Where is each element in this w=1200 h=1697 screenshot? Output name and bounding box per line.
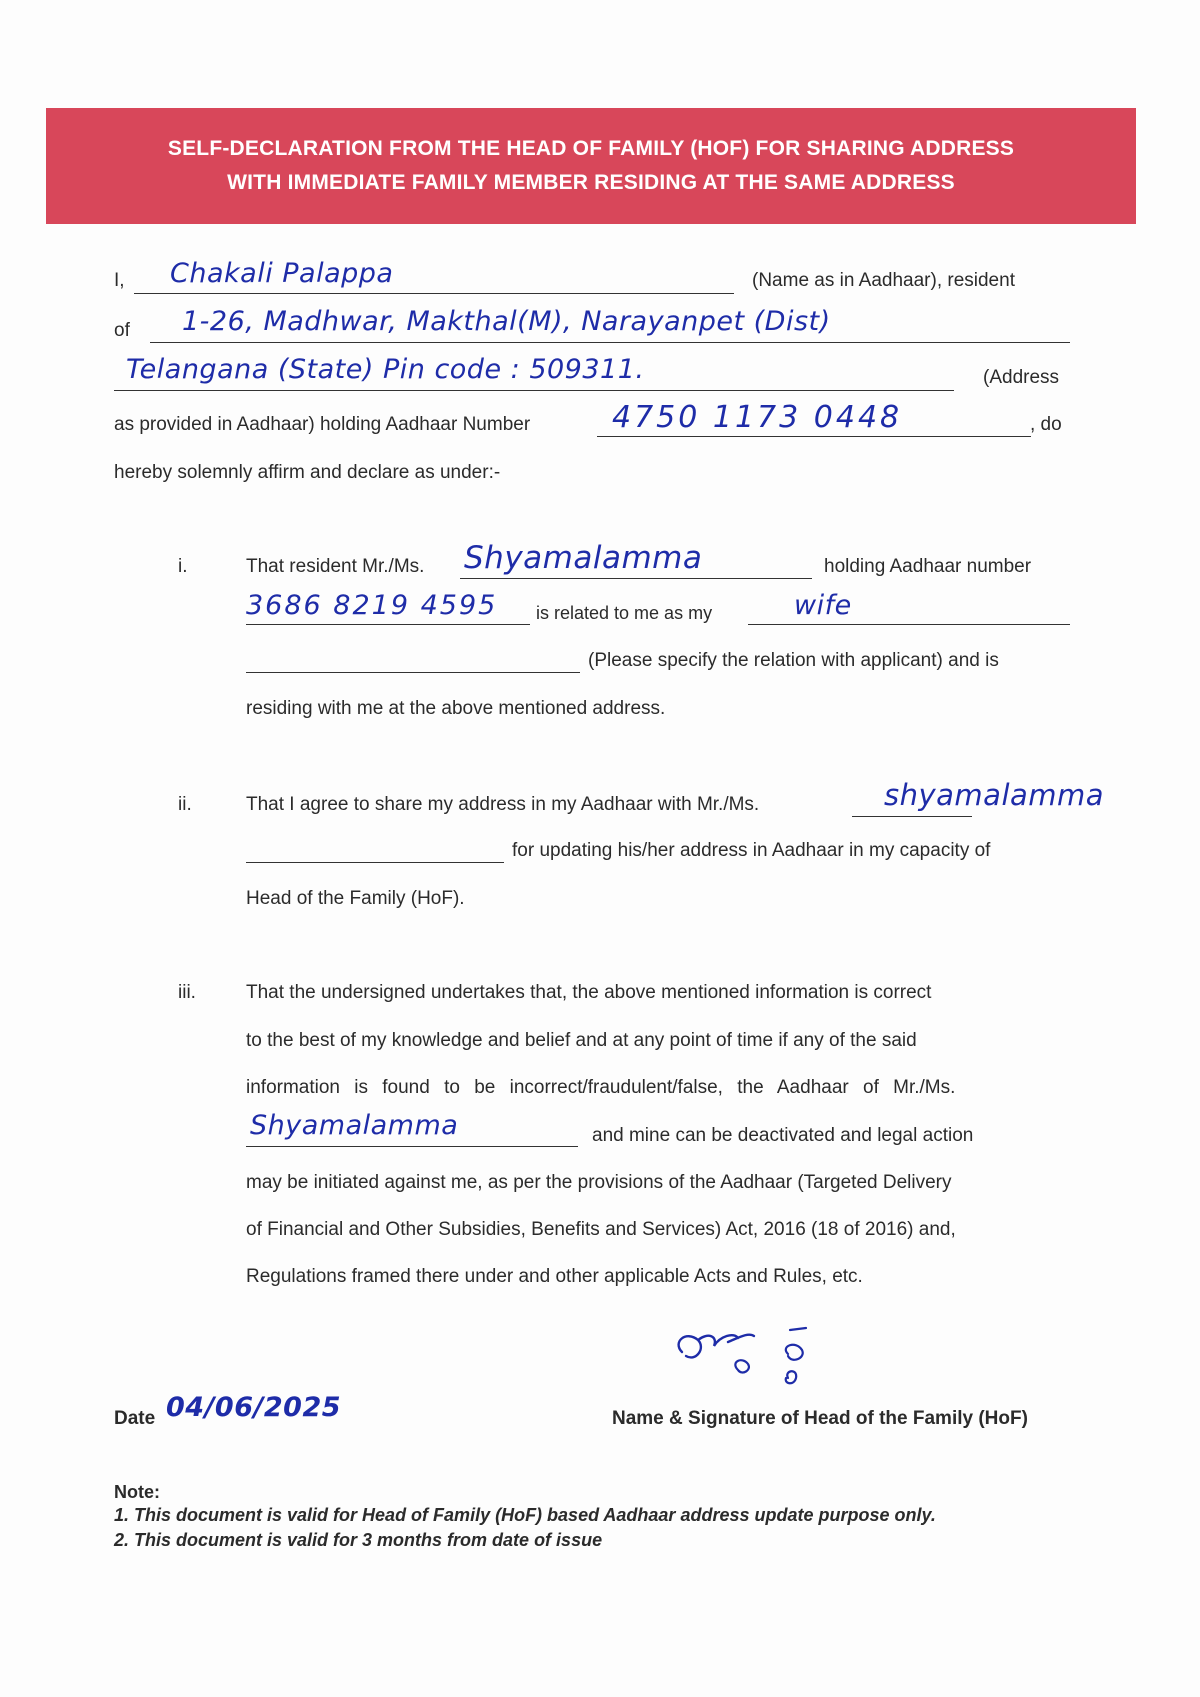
header-line-2: WITH IMMEDIATE FAMILY MEMBER RESIDING AT THE SAME ADDRESS — [227, 171, 955, 194]
address-underline-1 — [150, 342, 1070, 343]
date-handwritten: 04/06/2025 — [166, 1392, 342, 1423]
clause-1-member-aadhaar-handwritten: 3686 8219 4595 — [246, 590, 498, 621]
clause-2-numeral: ii. — [178, 794, 192, 815]
note-item-1: 1. This document is valid for Head of Family (HoF) based Aadhaar address update purpose only. — [114, 1505, 936, 1525]
clause-3-line-5: may be initiated against me, as per the provisions of the Aadhaar (Targeted Delivery — [246, 1172, 952, 1193]
address-underline-2 — [114, 390, 954, 391]
clause-1-relation-handwritten: wife — [794, 590, 852, 621]
clause-1-member-name-handwritten: Shyamalamma — [464, 540, 703, 576]
clause-1-text-d: (Please specify the relation with applicant) and is — [588, 650, 999, 671]
clause-2-text-c: Head of the Family (HoF). — [246, 888, 465, 909]
clause-2-text-a: That I agree to share my address in my Aadhaar with Mr./Ms. — [246, 794, 760, 815]
aadhaar-prefix: as provided in Aadhaar) holding Aadhaar Number — [114, 414, 531, 435]
clause-1-relation-underline — [748, 624, 1070, 625]
clause-3-line-4-rest: and mine can be deactivated and legal action — [592, 1125, 974, 1146]
intro-prefix-i: I, — [114, 270, 125, 291]
clause-2-name-underline — [852, 816, 972, 817]
name-underline — [134, 293, 734, 294]
hof-name-handwritten: Chakali Palappa — [170, 258, 394, 289]
hof-aadhaar-handwritten: 4750 1173 0448 — [612, 400, 903, 435]
declaration-header — [46, 108, 1136, 224]
clause-1-name-underline — [460, 578, 812, 579]
notes-title: Note: — [114, 1482, 160, 1502]
clause-3-member-name-handwritten: Shyamalamma — [250, 1110, 459, 1141]
signature-caption: Name & Signature of Head of the Family (HoF) — [612, 1408, 1028, 1429]
clause-1-text-c: is related to me as my — [536, 603, 713, 623]
clause-3-numeral: iii. — [178, 982, 196, 1003]
clause-3-name-underline — [246, 1146, 578, 1147]
clause-1-text-a: That resident Mr./Ms. — [246, 556, 425, 577]
clause-1-numeral: i. — [178, 556, 188, 577]
aadhaar-suffix: , do — [1030, 414, 1062, 435]
clause-3-line-1: That the undersigned undertakes that, the above mentioned information is correct — [246, 982, 932, 1003]
clause-3-line-2: to the best of my knowledge and belief and at any point of time if any of the said — [246, 1030, 917, 1051]
clause-1-text-b: holding Aadhaar number — [824, 556, 1032, 577]
address-line-1-handwritten: 1-26, Madhwar, Makthal(M), Narayanpet (Dist) — [182, 306, 831, 337]
address-suffix: (Address — [983, 367, 1060, 388]
clause-3-line-7: Regulations framed there under and other applicable Acts and Rules, etc. — [246, 1266, 863, 1287]
note-item-2: 2. This document is valid for 3 months from date of issue — [114, 1530, 603, 1550]
clause-2-member-name-handwritten: shyamalamma — [884, 778, 1105, 812]
header-line-1: SELF-DECLARATION FROM THE HEAD OF FAMILY (HOF) FOR SHARING ADDRESS — [167, 137, 1015, 160]
clause-1-text-e: residing with me at the above mentioned address. — [246, 698, 666, 719]
hof-signature-mark — [668, 1318, 858, 1398]
clause-3-line-3: information is found to be incorrect/fraudulent/false, the Aadhaar of Mr./Ms. — [246, 1077, 956, 1098]
affirm-text: hereby solemnly affirm and declare as under:- — [114, 462, 501, 483]
date-label: Date — [114, 1408, 156, 1429]
clause-1-blank-underline — [246, 672, 580, 673]
intro-prefix-of: of — [114, 320, 130, 341]
aadhaar-underline — [597, 436, 1031, 437]
address-line-2-handwritten: Telangana (State) Pin code : 509311. — [126, 354, 645, 385]
clause-3-line-6: of Financial and Other Subsidies, Benefits and Services) Act, 2016 (18 of 2016) and, — [246, 1219, 956, 1240]
clause-2-text-b: for updating his/her address in Aadhaar in my capacity of — [512, 840, 991, 861]
clause-2-blank-underline — [246, 862, 504, 863]
clause-1-aadhaar-underline — [246, 624, 530, 625]
name-suffix: (Name as in Aadhaar), resident — [752, 270, 1015, 291]
